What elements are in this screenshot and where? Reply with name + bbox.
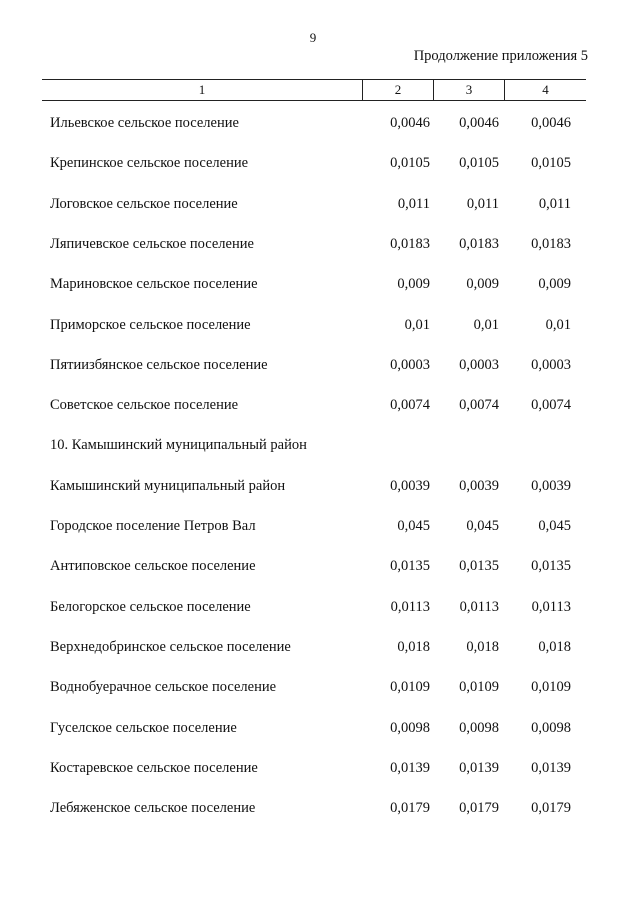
row-value-col-2: 0,009 <box>397 276 430 292</box>
table-row <box>50 756 586 780</box>
table-row <box>50 675 586 699</box>
header-col-3: 3 <box>465 82 473 97</box>
row-value-col-2: 0,01 <box>404 317 430 333</box>
row-value-col-3: 0,045 <box>466 518 499 534</box>
table-row <box>50 272 586 296</box>
row-value-col-2: 0,0046 <box>390 115 430 131</box>
row-value-col-2: 0,0135 <box>390 558 430 574</box>
row-value-col-3: 0,009 <box>466 276 499 292</box>
row-name: Костаревское сельское поселение <box>50 760 258 776</box>
continuation-label: Продолжение приложения 5 <box>413 48 588 64</box>
row-name: Логовское сельское поселение <box>50 196 238 212</box>
row-value-col-2: 0,0098 <box>390 720 430 736</box>
row-value-col-3: 0,0039 <box>459 478 499 494</box>
row-value-col-4: 0,0183 <box>531 236 571 252</box>
row-name: Антиповское сельское поселение <box>50 558 256 574</box>
table-row <box>50 393 586 417</box>
row-value-col-4: 0,009 <box>538 276 571 292</box>
row-value-col-4: 0,0039 <box>531 478 571 494</box>
row-value-col-3: 0,0139 <box>459 760 499 776</box>
row-value-col-2: 0,0113 <box>390 599 430 615</box>
row-value-col-3: 0,0109 <box>459 679 499 695</box>
row-name: Ляпичевское сельское поселение <box>50 236 254 252</box>
table-row <box>50 353 586 377</box>
row-value-col-4: 0,0179 <box>531 800 571 816</box>
header-col-1: 1 <box>198 82 206 97</box>
row-name: Камышинский муниципальный район <box>50 478 286 494</box>
row-value-col-4: 0,0046 <box>531 115 571 131</box>
row-name: Мариновское сельское поселение <box>50 276 258 292</box>
row-value-col-2: 0,0179 <box>390 800 430 816</box>
table-row <box>50 716 586 740</box>
table-row <box>50 514 586 538</box>
row-value-col-3: 0,0113 <box>459 599 499 615</box>
row-value-col-4: 0,011 <box>538 196 571 212</box>
row-name: 10. Камышинский муниципальный район <box>50 437 307 453</box>
table-header <box>42 79 586 101</box>
row-value-col-4: 0,0105 <box>531 155 571 171</box>
row-value-col-2: 0,0183 <box>390 236 430 252</box>
row-value-col-3: 0,0003 <box>459 357 499 373</box>
table-row <box>50 796 586 820</box>
table-row <box>50 111 586 135</box>
row-value-col-2: 0,018 <box>397 639 430 655</box>
table-row <box>50 313 586 337</box>
page-number: 9 <box>309 30 317 45</box>
row-name: Советское сельское поселение <box>50 397 239 413</box>
row-name: Лебяженское сельское поселение <box>50 800 256 816</box>
table-row <box>50 595 586 619</box>
row-name: Пятиизбянское сельское поселение <box>50 357 268 373</box>
row-value-col-3: 0,0074 <box>459 397 499 413</box>
row-value-col-2: 0,0003 <box>390 357 430 373</box>
row-value-col-4: 0,0135 <box>531 558 571 574</box>
row-value-col-4: 0,0098 <box>531 720 571 736</box>
row-name: Белогорское сельское поселение <box>50 599 251 615</box>
row-value-col-4: 0,0113 <box>531 599 571 615</box>
row-name: Ильевское сельское поселение <box>50 115 239 131</box>
row-value-col-2: 0,0074 <box>390 397 430 413</box>
header-col-4: 4 <box>542 82 549 97</box>
row-value-col-4: 0,018 <box>538 639 571 655</box>
table-row <box>50 433 586 457</box>
row-value-col-3: 0,01 <box>473 317 499 333</box>
row-value-col-2: 0,0105 <box>390 155 430 171</box>
row-value-col-2: 0,0139 <box>390 760 430 776</box>
row-value-col-4: 0,045 <box>538 518 571 534</box>
row-value-col-2: 0,011 <box>397 196 430 212</box>
table-row <box>50 554 586 578</box>
row-value-col-3: 0,011 <box>466 196 499 212</box>
row-name: Городское поселение Петров Вал <box>50 518 256 534</box>
row-value-col-4: 0,0003 <box>531 357 571 373</box>
row-value-col-3: 0,0179 <box>459 800 499 816</box>
row-value-col-3: 0,0183 <box>459 236 499 252</box>
table-row <box>50 232 586 256</box>
row-value-col-4: 0,0109 <box>531 679 571 695</box>
row-value-col-3: 0,018 <box>466 639 499 655</box>
table-row <box>50 192 586 216</box>
row-name: Гуселское сельское поселение <box>50 720 237 736</box>
table-row <box>50 151 586 175</box>
row-value-col-3: 0,0098 <box>459 720 499 736</box>
row-name: Верхнедобринское сельское поселение <box>50 639 291 655</box>
row-value-col-3: 0,0105 <box>459 155 499 171</box>
row-value-col-3: 0,0046 <box>459 115 499 131</box>
header-col-2: 2 <box>394 82 402 97</box>
row-value-col-4: 0,0139 <box>531 760 571 776</box>
row-name: Воднобуерачное сельское поселение <box>50 679 277 695</box>
table-row <box>50 474 586 498</box>
table-row <box>50 635 586 659</box>
row-value-col-4: 0,01 <box>545 317 571 333</box>
row-value-col-2: 0,0039 <box>390 478 430 494</box>
row-value-col-4: 0,0074 <box>531 397 571 413</box>
row-value-col-2: 0,0109 <box>390 679 430 695</box>
row-name: Крепинское сельское поселение <box>50 155 249 171</box>
row-value-col-3: 0,0135 <box>459 558 499 574</box>
row-value-col-2: 0,045 <box>397 518 430 534</box>
row-name: Приморское сельское поселение <box>50 317 251 333</box>
